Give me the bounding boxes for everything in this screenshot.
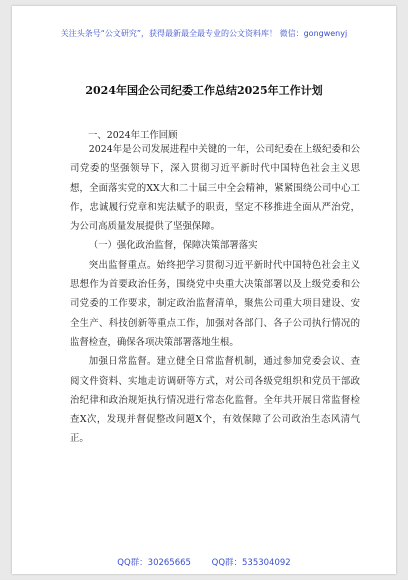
footer-qq-group-2: QQ群：535304092 bbox=[211, 558, 291, 568]
document-page bbox=[12, 6, 396, 574]
header-banner: 关注头条号“公文研究”，获得最新最全最专业的公文资料库！ 微信：gongwenyj bbox=[60, 29, 348, 38]
document-title: 2024年国企公司纪委工作总结2025年工作计划 bbox=[85, 84, 323, 97]
subheading: （一）强化政治监督，保障决策部署落实 bbox=[88, 240, 258, 252]
footer bbox=[12, 556, 396, 568]
section-heading: 一、2024年工作回顾 bbox=[88, 130, 178, 141]
footer-qq-group-1: QQ群：30265665 bbox=[117, 558, 191, 568]
document-body bbox=[70, 140, 360, 449]
paragraph: 加强日常监督。建立健全日常监督机制，通过参加党委会议、查阅文件资料、实地走访调研等方式，对公司各级党组织和党员干部政治纪律和政治规矩执行情况进行常态化监督。全年共开展日常监督检查X次，发现并督促整改问题X个，有效保障了公司政治生态风清气正。 bbox=[70, 356, 360, 445]
paragraph: 突出监督重点。始终把学习贯彻习近平新时代中国特色社会主义思想作为首要政治任务，围绕党中央重大决策部署以及上级党委和公司党委的工作要求，制定政治监督清单，聚焦公司重大项目建设、安全生产、科技创新等重点工作，加强对各部门、各子公司执行情况的监督检查，确保各项决策部署落地生根。 bbox=[70, 259, 360, 348]
paragraph: 2024年是公司发展进程中关键的一年，公司纪委在上级纪委和公司党委的坚强领导下，深入贯彻习近平新时代中国特色社会主义思想，全面落实党的XX大和二十届三中全会精神，紧紧围绕公司中心工作，忠诚履行党章和宪法赋予的职责，坚定不移推进全面从严治党，为公司高质量发展提供了坚强保障。 bbox=[70, 144, 360, 233]
